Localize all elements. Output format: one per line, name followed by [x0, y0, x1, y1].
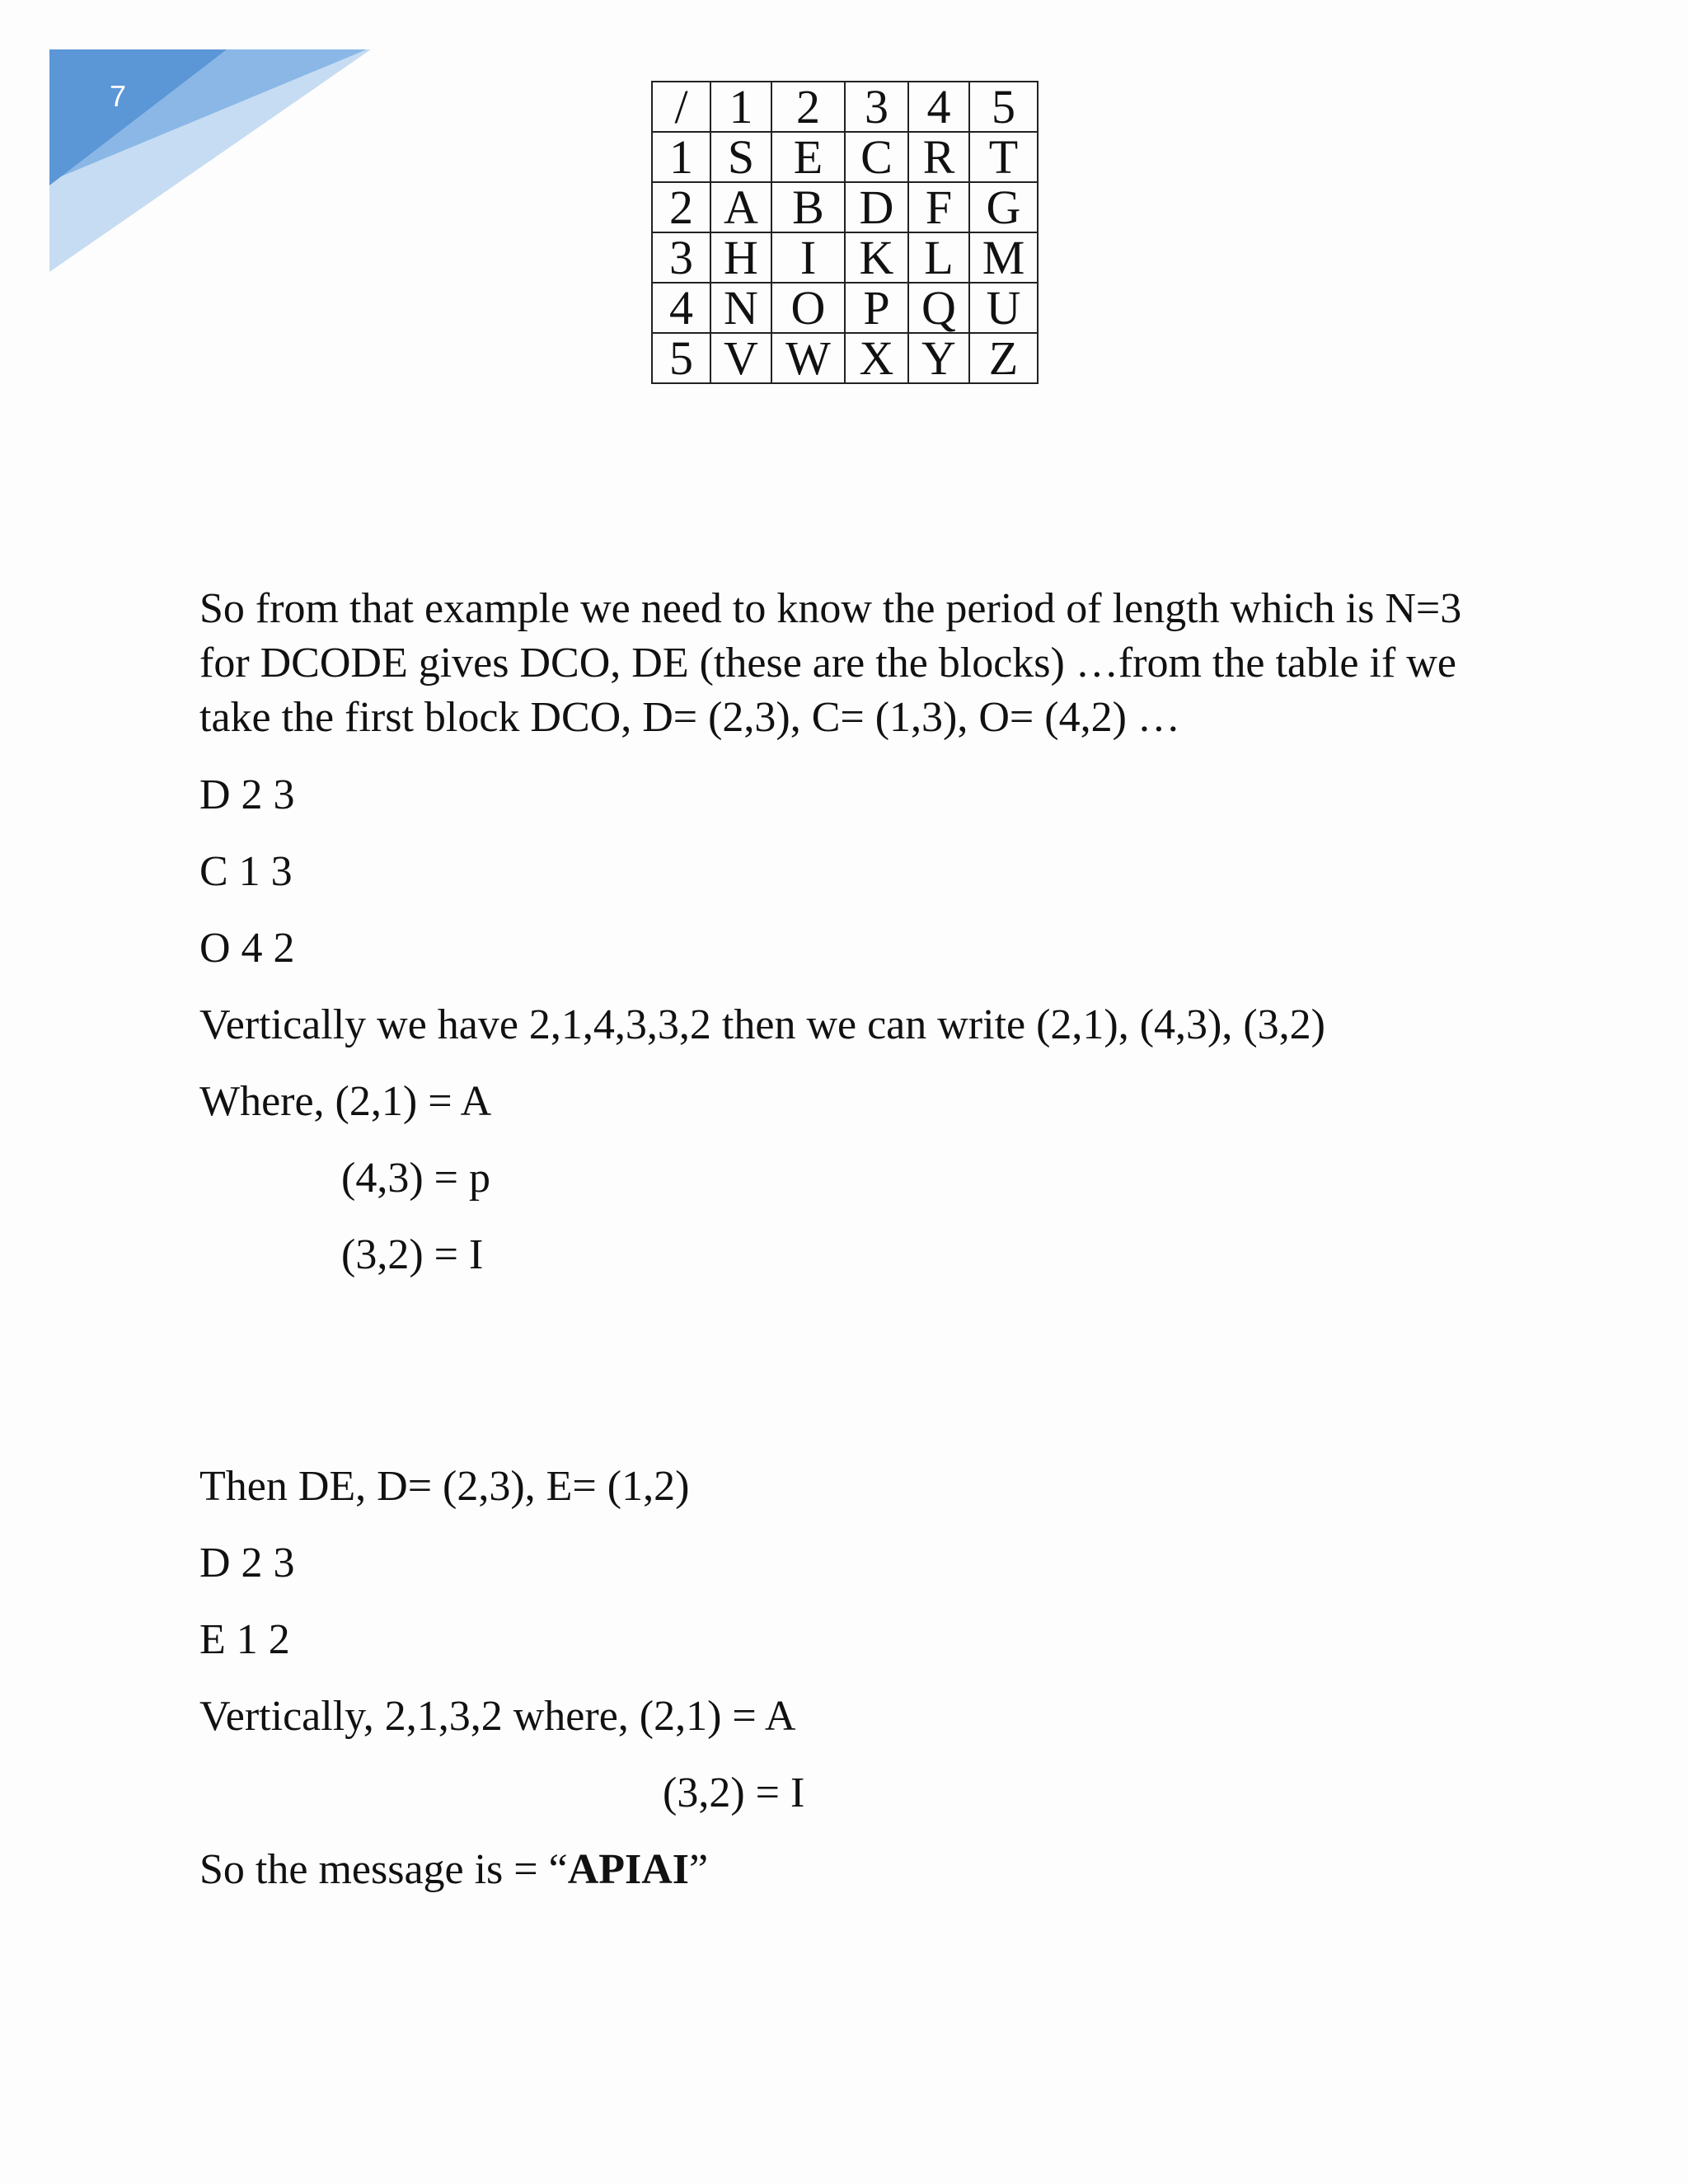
- table-cell: G: [969, 182, 1038, 232]
- intro-line: for DCODE gives DCO, DE (these are the blocks) …from the table if we: [199, 640, 1456, 687]
- message-line: [199, 1843, 708, 1897]
- table-cell: V: [710, 333, 771, 383]
- message-answer: APIAI: [567, 1846, 690, 1893]
- table-cell: 5: [969, 82, 1038, 132]
- table-cell: N: [710, 283, 771, 333]
- table-cell: L: [908, 232, 969, 283]
- table-cell: Z: [969, 333, 1038, 383]
- polybius-square-table: [651, 81, 1039, 384]
- table-cell: M: [969, 232, 1038, 283]
- message-prefix: So the message is = “: [199, 1846, 568, 1893]
- corner-decoration: [49, 49, 371, 272]
- table-cell: Q: [908, 283, 969, 333]
- intro-line: take the first block DCO, D= (2,3), C= (1,3), O= (4,2) …: [199, 694, 1180, 741]
- block2-row: D 2 3: [199, 1540, 295, 1586]
- where1-line: Where, (2,1) = A: [199, 1078, 492, 1125]
- vertical1-line: Vertically we have 2,1,4,3,3,2 then we can write (2,1), (4,3), (3,2): [199, 1001, 1325, 1048]
- intro-line: So from that example we need to know the period of length which is N=3: [199, 585, 1462, 632]
- table-cell: K: [845, 232, 908, 283]
- table-cell: A: [710, 182, 771, 232]
- where2-extra-line: (3,2) = I: [663, 1769, 805, 1816]
- table-cell: E: [771, 132, 845, 182]
- table-cell: O: [771, 283, 845, 333]
- table-cell: 2: [652, 182, 710, 232]
- table-cell: R: [908, 132, 969, 182]
- block1-row: C 1 3: [199, 848, 293, 895]
- table-row: [652, 283, 1038, 333]
- table-cell: 4: [908, 82, 969, 132]
- table-cell: Y: [908, 333, 969, 383]
- table-cell: 3: [652, 232, 710, 283]
- block2-row: E 1 2: [199, 1616, 290, 1663]
- table-row: [652, 333, 1038, 383]
- table-cell: D: [845, 182, 908, 232]
- message-suffix: ”: [689, 1846, 709, 1893]
- table-cell: 5: [652, 333, 710, 383]
- table-cell: U: [969, 283, 1038, 333]
- where1-extra-line: (3,2) = I: [341, 1231, 484, 1278]
- where1-extra-line: (4,3) = p: [341, 1155, 490, 1202]
- table-cell: F: [908, 182, 969, 232]
- table-cell: W: [771, 333, 845, 383]
- table-cell: 4: [652, 283, 710, 333]
- table-cell: 1: [710, 82, 771, 132]
- table-row: [652, 232, 1038, 283]
- table-cell: P: [845, 283, 908, 333]
- table-cell: 3: [845, 82, 908, 132]
- table-cell: 1: [652, 132, 710, 182]
- table-cell: C: [845, 132, 908, 182]
- vertical2-line: Vertically, 2,1,3,2 where, (2,1) = A: [199, 1693, 796, 1740]
- table-cell: S: [710, 132, 771, 182]
- then-de-line: Then DE, D= (2,3), E= (1,2): [199, 1463, 690, 1510]
- table-cell: H: [710, 232, 771, 283]
- table-cell: T: [969, 132, 1038, 182]
- table-row: [652, 182, 1038, 232]
- table-cell: I: [771, 232, 845, 283]
- table-cell: X: [845, 333, 908, 383]
- table-header-row: [652, 82, 1038, 132]
- table-cell: /: [652, 82, 710, 132]
- page-number: 7: [110, 79, 127, 113]
- table-row: [652, 132, 1038, 182]
- table-cell: B: [771, 182, 845, 232]
- block1-row: D 2 3: [199, 771, 295, 818]
- table-cell: 2: [771, 82, 845, 132]
- block1-row: O 4 2: [199, 925, 295, 972]
